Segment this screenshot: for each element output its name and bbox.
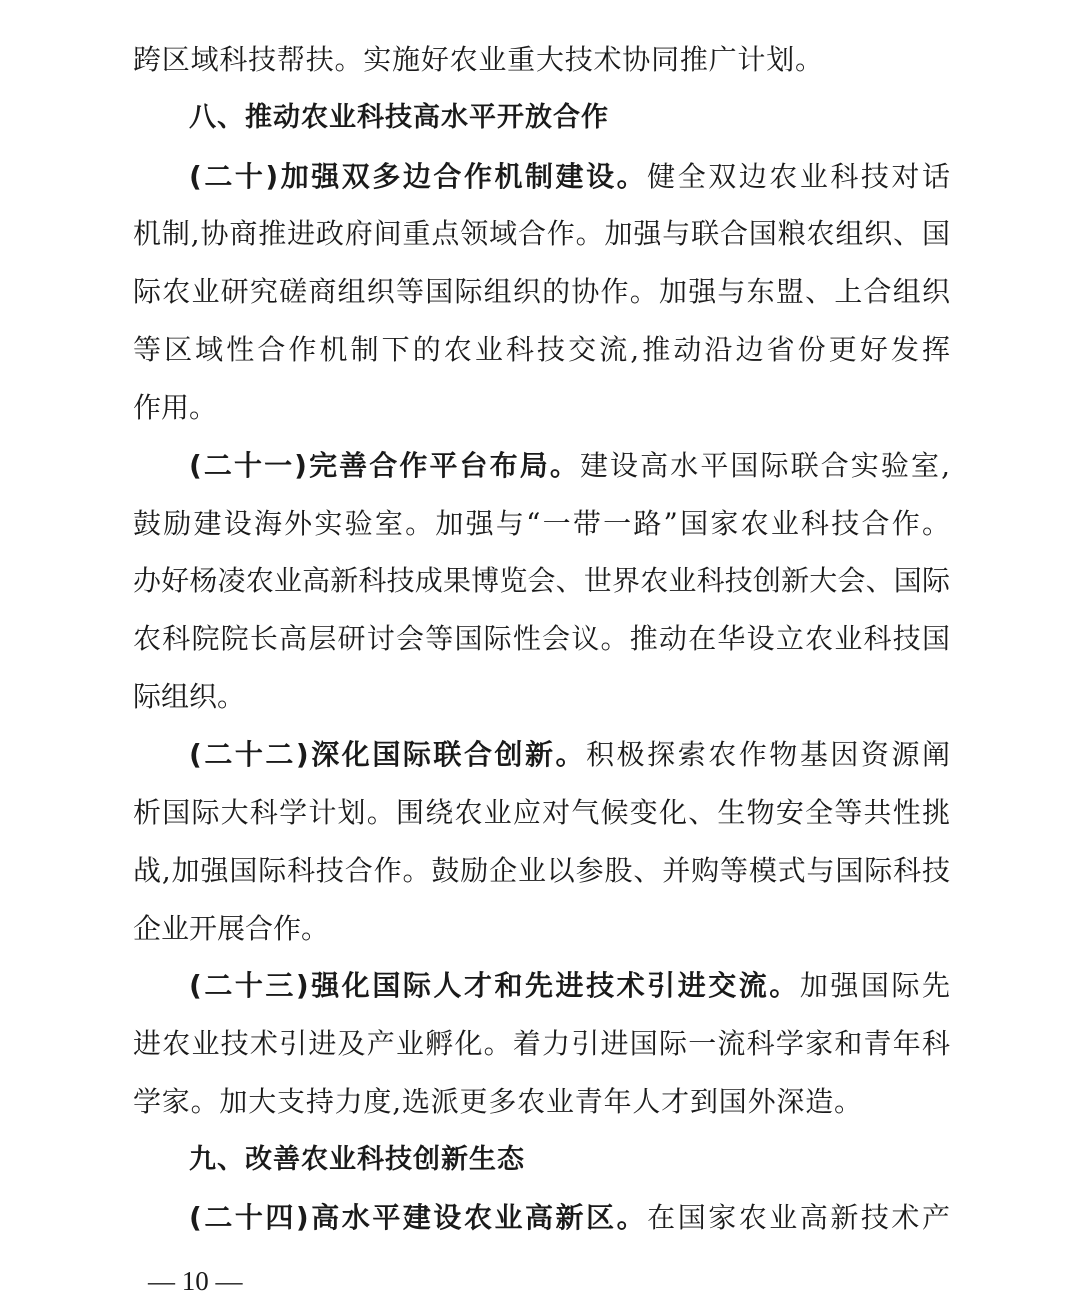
body-text-line: 学家。加大支持力度,选派更多农业青年人才到国外深造。 xyxy=(133,1085,862,1118)
section-heading: 八、推动农业科技高水平开放合作 xyxy=(189,102,609,133)
body-text-line: 析国际大科学计划。围绕农业应对气候变化、生物安全等共性挑 xyxy=(133,796,950,829)
body-text-line: 等区域性合作机制下的农业科技交流,推动沿边省份更好发挥 xyxy=(133,333,950,366)
paragraph-title: (二十)加强双多边合作机制建设。 xyxy=(189,160,648,193)
paragraph-first-line: (二十一)完善合作平台布局。建设高水平国际联合实验室, xyxy=(189,449,950,482)
body-text-line: 战,加强国际科技合作。鼓励企业以参股、并购等模式与国际科技 xyxy=(133,854,950,887)
paragraph-first-line: (二十三)强化国际人才和先进技术引进交流。加强国际先 xyxy=(189,969,950,1002)
paragraph-first-line: (二十四)高水平建设农业高新区。在国家农业高新技术产 xyxy=(189,1201,950,1234)
paragraph-title: (二十四)高水平建设农业高新区。 xyxy=(189,1201,648,1234)
body-text-line: 机制,协商推进政府间重点领域合作。加强与联合国粮农组织、国 xyxy=(133,217,950,250)
body-text-line: 办好杨凌农业高新科技成果博览会、世界农业科技创新大会、国际 xyxy=(133,564,950,597)
section-heading: 九、改善农业科技创新生态 xyxy=(189,1144,525,1175)
body-text-line: 农科院院长高层研讨会等国际性会议。推动在华设立农业科技国 xyxy=(133,622,950,655)
body-text-line: 鼓励建设海外实验室。加强与“一带一路”国家农业科技合作。 xyxy=(133,507,950,540)
body-text-line: 际组织。 xyxy=(133,680,246,713)
paragraph-title: (二十一)完善合作平台布局。 xyxy=(189,449,580,482)
body-text-line: 作用。 xyxy=(133,391,218,424)
body-text-line: 际农业研究磋商组织等国际组织的协作。加强与东盟、上合组织 xyxy=(133,275,950,308)
paragraph-first-line: (二十)加强双多边合作机制建设。健全双边农业科技对话 xyxy=(189,160,950,193)
paragraph-title: (二十三)强化国际人才和先进技术引进交流。 xyxy=(189,969,800,1002)
body-text-line: 企业开展合作。 xyxy=(133,912,330,945)
paragraph-first-line: (二十二)深化国际联合创新。积极探索农作物基因资源阐 xyxy=(189,738,950,771)
page-number: — 10 — xyxy=(148,1266,243,1296)
paragraph-title: (二十二)深化国际联合创新。 xyxy=(189,738,587,771)
body-text-line: 进农业技术引进及产业孵化。着力引进国际一流科学家和青年科 xyxy=(133,1027,950,1060)
body-text-line: 跨区域科技帮扶。实施好农业重大技术协同推广计划。 xyxy=(133,43,823,76)
